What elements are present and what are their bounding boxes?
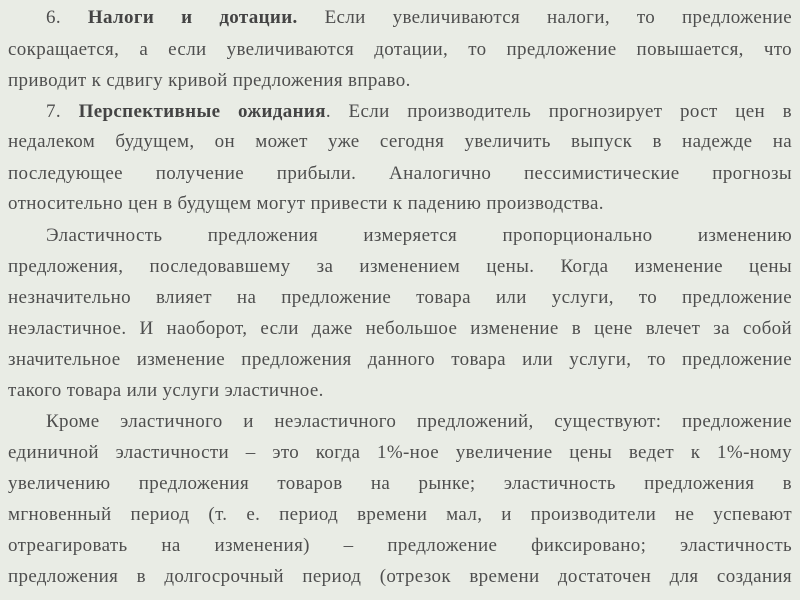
paragraph-6-line-2: сокращается, а если увеличиваются дотации, то предложение повышается, что bbox=[8, 39, 792, 60]
paragraph-6-line-1 bbox=[46, 6, 792, 30]
paragraph-other-line-3: увеличению предложения товаров на рынке; эластичность предложения в bbox=[8, 473, 792, 494]
paragraph-elasticity-line-6: такого товара или услуги эластичное. bbox=[8, 380, 324, 401]
paragraph-elasticity-line-1: Эластичность предложения измеряется пропорционально изменению bbox=[46, 225, 792, 246]
paragraph-6-line-3: приводит к сдвигу кривой предложения вправо. bbox=[8, 70, 411, 91]
paragraph-7-line-4: относительно цен в будущем могут привести к падению производства. bbox=[8, 193, 604, 214]
paragraph-elasticity-line-4: неэластичное. И наоборот, если даже небольшое изменение в цене влечет за собой bbox=[8, 318, 792, 339]
paragraph-6-number: 6. bbox=[46, 7, 61, 28]
paragraph-elasticity-line-2: предложения, последовавшему за изменением цены. Когда изменение цены bbox=[8, 256, 792, 277]
cutoff-line-remnant bbox=[0, 590, 800, 600]
paragraph-7-heading: Перспективные ожидания bbox=[78, 101, 326, 122]
paragraph-7-line-1 bbox=[46, 100, 792, 124]
paragraph-other-line-1: Кроме эластичного и неэластичного предложений, существуют: предложение bbox=[46, 411, 792, 432]
paragraph-7-line-1-text: . Если производитель прогнозирует рост цен в bbox=[325, 101, 792, 122]
paragraph-other-line-5: отреагировать на изменения) – предложение фиксировано; эластичность bbox=[8, 535, 792, 556]
paragraph-other-line-6: предложения в долгосрочный период (отрезок времени достаточен для создания bbox=[8, 566, 792, 587]
paragraph-7-line-2: недалеком будущем, он может уже сегодня увеличить выпуск в надежде на bbox=[8, 131, 792, 152]
paragraph-7-line-3: последующее получение прибыли. Аналогично пессимистические прогнозы bbox=[8, 163, 792, 184]
paragraph-other-line-2: единичной эластичности – это когда 1%-ное увеличение цены ведет к 1%-ному bbox=[8, 442, 792, 463]
paragraph-6-line-1-text: Если увеличиваются налоги, то предложение bbox=[324, 7, 792, 28]
paragraph-6-heading: Налоги и дотации. bbox=[87, 7, 298, 28]
paragraph-other-line-4: мгновенный период (т. е. период времени мал, и производители не успевают bbox=[8, 504, 792, 525]
paragraph-elasticity-line-5: значительное изменение предложения данного товара или услуги, то предложение bbox=[8, 349, 792, 370]
paragraph-7-number: 7. bbox=[46, 101, 61, 122]
paragraph-elasticity-line-3: незначительно влияет на предложение товара или услуги, то предложение bbox=[8, 287, 792, 308]
